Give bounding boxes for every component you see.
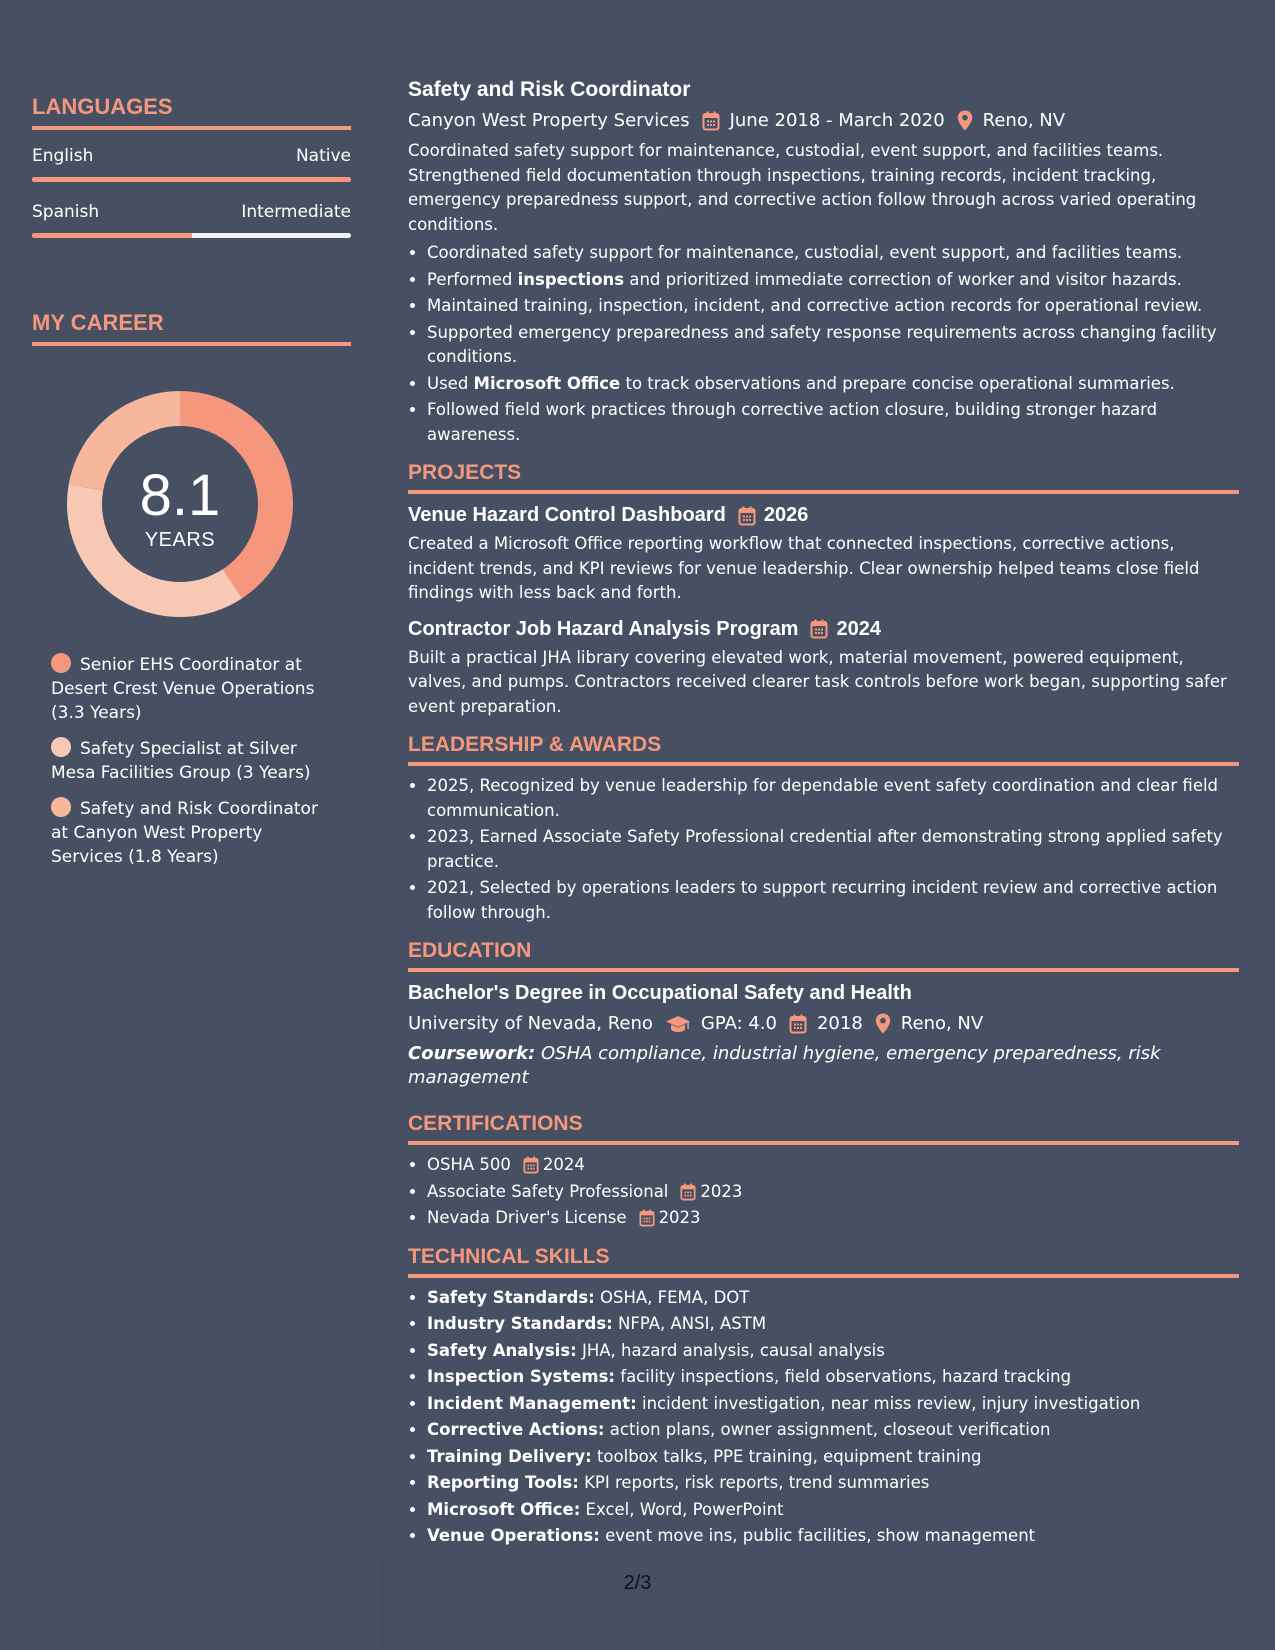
skill-item: • Venue Operations: event move ins, public facilities, show management: [427, 1524, 1239, 1549]
coursework-label: Coursework:: [408, 1043, 536, 1064]
calendar-icon: [810, 619, 828, 639]
calendar-icon: [738, 506, 756, 526]
projects-heading: PROJECTS: [408, 461, 1239, 494]
award-item: • 2025, Recognized by venue leadership for dependable event safety coordination and clear field communication.: [427, 774, 1239, 823]
language-item: [32, 146, 351, 182]
language-proficiency-bar: [32, 233, 351, 238]
awards-section: [408, 733, 1239, 925]
job-bullet: • Coordinated safety support for maintenance, custodial, event support, and facilities teams.: [427, 241, 1239, 266]
skills-list: [408, 1286, 1239, 1549]
awards-heading: LEADERSHIP & AWARDS: [408, 733, 1239, 766]
project-year: 2024: [836, 617, 881, 640]
language-proficiency-bar: [32, 177, 351, 182]
award-item: • 2023, Earned Associate Safety Professional credential after demonstrating strong applied safety practice.: [427, 825, 1239, 874]
certification-item: • OSHA 500 2024: [427, 1153, 1239, 1178]
languages-heading: LANGUAGES: [32, 94, 351, 130]
job-bullet: • Followed field work practices through corrective action closure, building stronger hazard awareness.: [427, 398, 1239, 447]
career-legend: [51, 653, 321, 869]
career-legend-item: Senior EHS Coordinator at Desert Crest Venue Operations (3.3 Years): [51, 655, 315, 723]
skills-heading: TECHNICAL SKILLS: [408, 1245, 1239, 1278]
career-total-years: 8.1: [139, 463, 221, 528]
certification-item: • Nevada Driver's License 2023: [427, 1206, 1239, 1231]
job-title: Safety and Risk Coordinator: [408, 78, 691, 101]
location-pin-icon: [957, 110, 973, 131]
career-legend-item: Safety and Risk Coordinator at Canyon West Property Services (1.8 Years): [51, 799, 318, 867]
award-item: • 2021, Selected by operations leaders to support recurring incident review and corrective action follow through.: [427, 876, 1239, 925]
sidebar: [32, 94, 351, 881]
job-bullet: • Maintained training, inspection, incident, and corrective action records for operational review.: [427, 294, 1239, 319]
language-name: English: [32, 146, 94, 166]
job-bullet: • Performed inspections and prioritized immediate correction of worker and visitor hazards.: [427, 268, 1239, 293]
education-heading: EDUCATION: [408, 939, 1239, 972]
job-bullet: • Used Microsoft Office to track observations and prepare concise operational summaries.: [427, 372, 1239, 397]
language-level: Native: [295, 146, 351, 166]
coursework: [408, 1042, 1239, 1090]
project-year: 2026: [763, 504, 809, 526]
awards-list: [408, 774, 1239, 925]
job-summary: Coordinated safety support for maintenance, custodial, event support, and facilities teams. Strengthened field documentation through inspections, training records, incident tracking, emergency preparedness support, and corrective action follow through across varied operating conditions.: [408, 141, 1197, 234]
job-dates: June 2018 - March 2020: [729, 110, 945, 131]
job-bullets: [408, 241, 1239, 447]
projects-section: [408, 461, 1239, 719]
language-item: [32, 202, 351, 238]
career-donut-chart: [67, 391, 293, 617]
project-description: Built a practical JHA library covering elevated work, material movement, powered equipment, valves, and pumps. Contractors received clearer task controls before work began, supporting safer event preparation.: [408, 647, 1227, 716]
legend-dot-icon: [51, 737, 71, 757]
project-title: Contractor Job Hazard Analysis Program: [408, 617, 799, 640]
calendar-icon: [523, 1156, 539, 1174]
education-year: 2018: [816, 1013, 863, 1034]
legend-dot-icon: [51, 653, 71, 673]
calendar-icon: [680, 1183, 696, 1201]
certifications-list: [408, 1153, 1239, 1231]
skill-item: • Industry Standards: NFPA, ANSI, ASTM: [427, 1312, 1239, 1337]
job-location: Reno, NV: [982, 110, 1066, 131]
company-name: Canyon West Property Services: [408, 110, 690, 131]
skill-item: • Incident Management: incident investigation, near miss review, injury investigation: [427, 1392, 1239, 1417]
education-section: [408, 939, 1239, 1090]
job-bullet: • Supported emergency preparedness and safety response requirements across changing facility conditions.: [427, 321, 1239, 370]
legend-dot-icon: [51, 797, 71, 817]
coursework-text: OSHA compliance, industrial hygiene, emergency preparedness, risk management: [408, 1043, 1161, 1088]
skill-item: • Reporting Tools: KPI reports, risk reports, trend summaries: [427, 1471, 1239, 1496]
education-location: Reno, NV: [900, 1013, 984, 1034]
project-item: [408, 504, 1239, 606]
calendar-icon: [789, 1014, 807, 1034]
career-section: [32, 310, 351, 869]
calendar-icon: [702, 111, 720, 131]
location-pin-icon: [875, 1013, 891, 1034]
certifications-section: [408, 1112, 1239, 1231]
language-name: Spanish: [32, 202, 100, 222]
project-description: Created a Microsoft Office reporting workflow that connected inspections, corrective actions, incident trends, and KPI reviews for venue leadership. Clear ownership helped teams close field findings with less back and forth.: [408, 534, 1200, 602]
experience-entry: [408, 78, 1239, 447]
career-years-unit: YEARS: [144, 529, 216, 551]
skills-section: [408, 1245, 1239, 1549]
project-title: Venue Hazard Control Dashboard: [408, 504, 726, 526]
education-gpa: GPA: 4.0: [700, 1013, 777, 1034]
graduation-cap-icon: [665, 1015, 691, 1033]
skill-item: • Safety Analysis: JHA, hazard analysis, causal analysis: [427, 1339, 1239, 1364]
skill-item: • Inspection Systems: facility inspections, field observations, hazard tracking: [427, 1365, 1239, 1390]
school-name: University of Nevada, Reno: [408, 1013, 653, 1034]
certification-item: • Associate Safety Professional 2023: [427, 1180, 1239, 1205]
page-number: 2/3: [623, 1572, 652, 1594]
project-item: [408, 618, 1239, 720]
skill-item: • Safety Standards: OSHA, FEMA, DOT: [427, 1286, 1239, 1311]
skill-item: • Training Delivery: toolbox talks, PPE training, equipment training: [427, 1445, 1239, 1470]
main-content: [408, 78, 1239, 1551]
education-meta: [408, 1013, 1239, 1034]
skill-item: • Corrective Actions: action plans, owner assignment, closeout verification: [427, 1418, 1239, 1443]
career-heading: MY CAREER: [32, 310, 351, 346]
certifications-heading: CERTIFICATIONS: [408, 1112, 1239, 1145]
career-legend-item: Safety Specialist at Silver Mesa Facilities Group (3 Years): [51, 739, 311, 783]
skill-item: • Microsoft Office: Excel, Word, PowerPoint: [427, 1498, 1239, 1523]
language-level: Intermediate: [241, 202, 351, 222]
calendar-icon: [639, 1209, 655, 1227]
degree-title: Bachelor's Degree in Occupational Safety and Health: [408, 982, 912, 1004]
job-meta: [408, 110, 1239, 131]
